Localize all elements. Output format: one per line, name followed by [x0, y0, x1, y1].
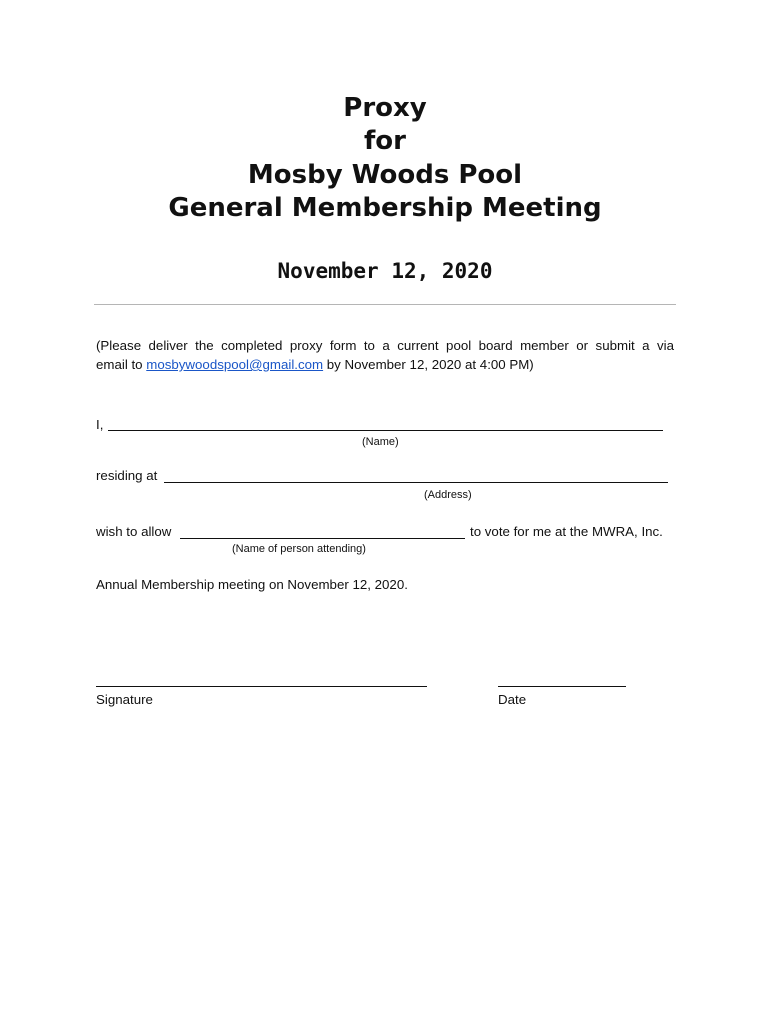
title-line-4: General Membership Meeting — [168, 193, 602, 223]
horizontal-rule — [94, 304, 676, 305]
meeting-text: Annual Membership meeting on November 12, 2020. — [96, 577, 408, 592]
wish-label: wish to allow — [96, 524, 172, 539]
address-field[interactable] — [164, 482, 668, 483]
email-link[interactable]: mosbywoodspool@gmail.com — [146, 357, 324, 372]
meeting-date-heading: November 12, 2020 — [277, 259, 493, 283]
name-caption: (Name) — [362, 436, 399, 448]
i-label: I, — [96, 417, 104, 432]
title-line-1: Proxy — [343, 93, 427, 123]
signature-field[interactable] — [96, 686, 427, 687]
residing-label: residing at — [96, 468, 158, 483]
instructions-email-prefix: email to — [96, 357, 147, 372]
name-field[interactable] — [108, 430, 663, 431]
instructions-line-2 — [96, 355, 674, 374]
title-line-2: for — [364, 126, 406, 156]
date-field[interactable] — [498, 686, 626, 687]
instructions-deadline: by November 12, 2020 at 4:00 PM) — [323, 357, 534, 372]
date-label: Date — [498, 692, 527, 707]
signature-label: Signature — [96, 692, 153, 707]
attendee-caption: (Name of person attending) — [232, 543, 366, 555]
address-caption: (Address) — [424, 489, 472, 501]
title-line-3: Mosby Woods Pool — [247, 160, 523, 190]
attendee-field[interactable] — [180, 538, 465, 539]
instructions-line-1: (Please deliver the completed proxy form to a current pool board member or submit a via — [96, 338, 674, 353]
vote-text: to vote for me at the MWRA, Inc. — [470, 524, 663, 539]
